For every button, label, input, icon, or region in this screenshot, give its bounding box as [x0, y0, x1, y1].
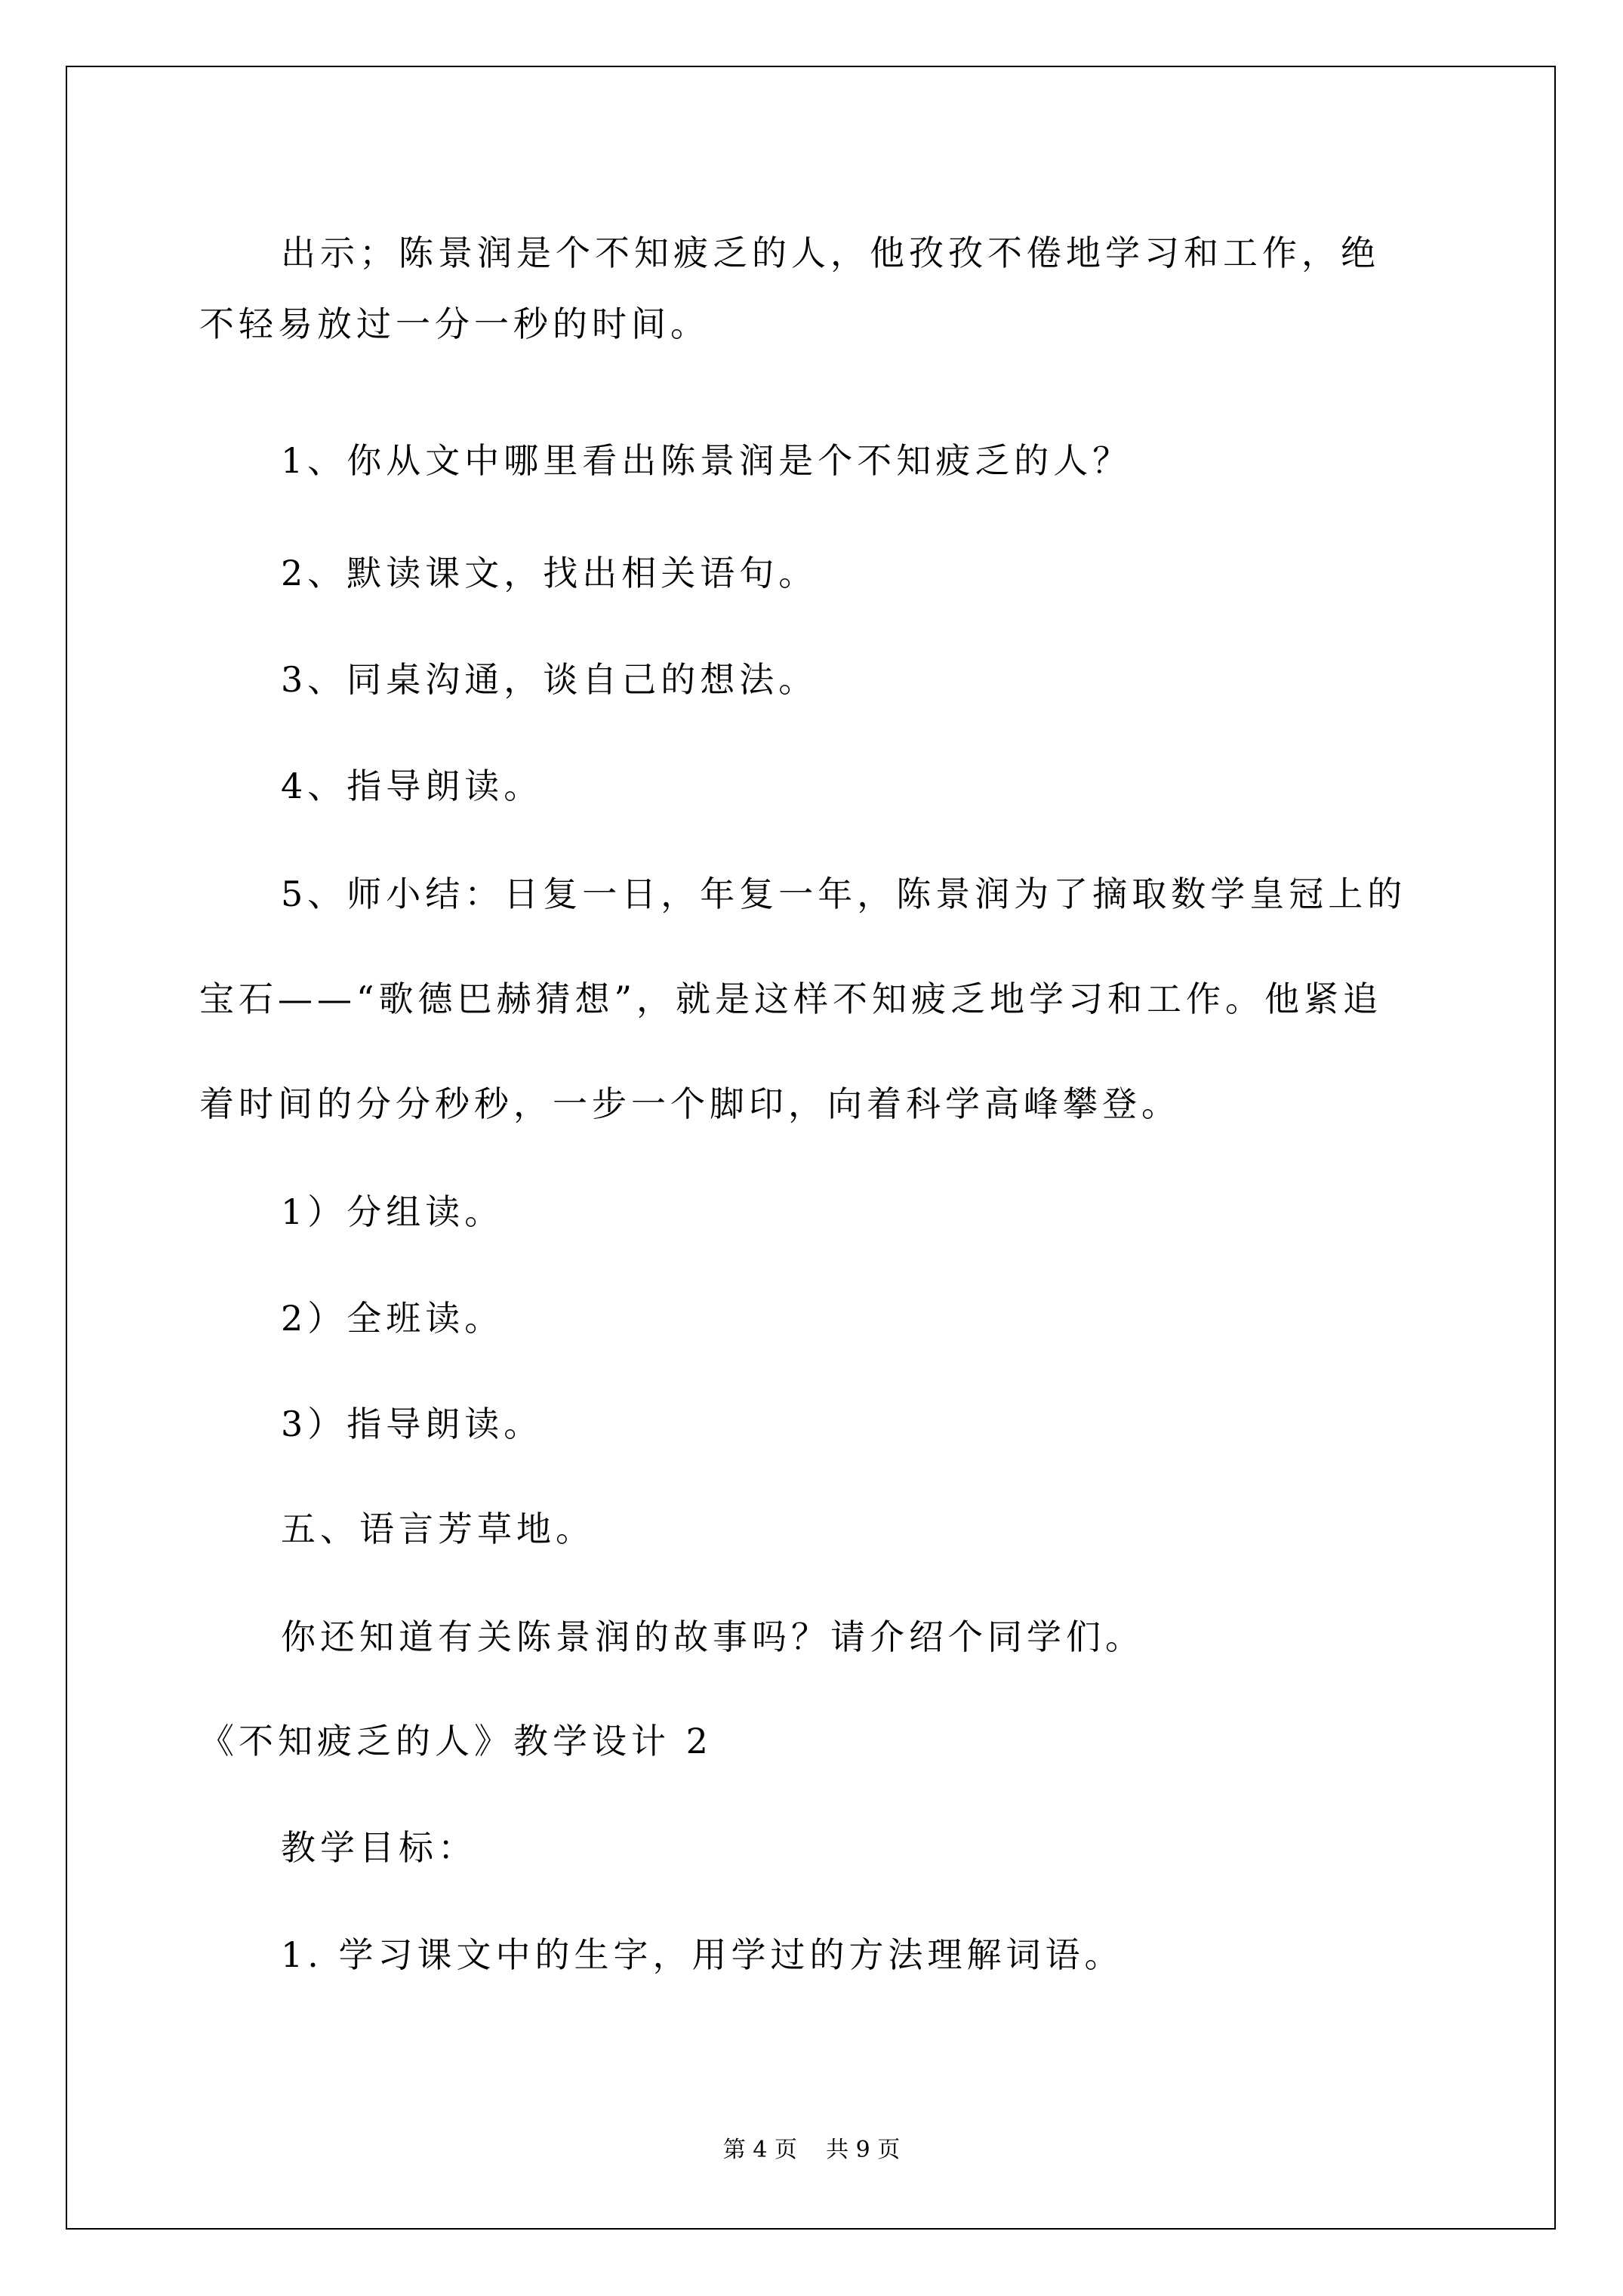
- sub-item-3: 3）指导朗读。: [281, 1404, 544, 1444]
- page-number-footer: 第 4 页 共 9 页: [722, 2137, 901, 2163]
- list-item-5-line-2: 宝石——“歌德巴赫猜想”，就是这样不知疲乏地学习和工作。他紧追: [199, 978, 1383, 1019]
- paragraph-line-2: 不轻易放过一分一秒的时间。: [199, 304, 710, 344]
- page-border: [66, 66, 1556, 2230]
- section-heading-5: 五、语言芳草地。: [281, 1509, 595, 1549]
- question-line: 你还知道有关陈景润的故事吗？请介绍个同学们。: [281, 1616, 1144, 1657]
- sub-item-2: 2）全班读。: [281, 1298, 504, 1339]
- list-item-4: 4、指导朗读。: [281, 766, 544, 806]
- sub-item-1: 1）分组读。: [281, 1191, 504, 1232]
- teaching-goal-1: 1. 学习课文中的生字，用学过的方法理解词语。: [281, 1934, 1124, 1975]
- list-item-3: 3、同桌沟通，谈自己的想法。: [281, 659, 818, 700]
- list-item-1: 1、你从文中哪里看出陈景润是个不知疲乏的人？: [281, 440, 1132, 481]
- list-item-5-line-3: 着时间的分分秒秒，一步一个脚印，向着科学高峰攀登。: [199, 1083, 1181, 1124]
- list-item-5-line-1: 5、师小结：日复一日，年复一年，陈景润为了摘取数学皇冠上的: [281, 874, 1407, 914]
- document-title: 《不知疲乏的人》教学设计 2: [199, 1721, 713, 1761]
- paragraph-line-1: 出示；陈景润是个不知疲乏的人，他孜孜不倦地学习和工作，绝: [281, 233, 1380, 273]
- teaching-goals-heading: 教学目标：: [281, 1827, 477, 1868]
- list-item-2: 2、默读课文，找出相关语句。: [281, 553, 818, 593]
